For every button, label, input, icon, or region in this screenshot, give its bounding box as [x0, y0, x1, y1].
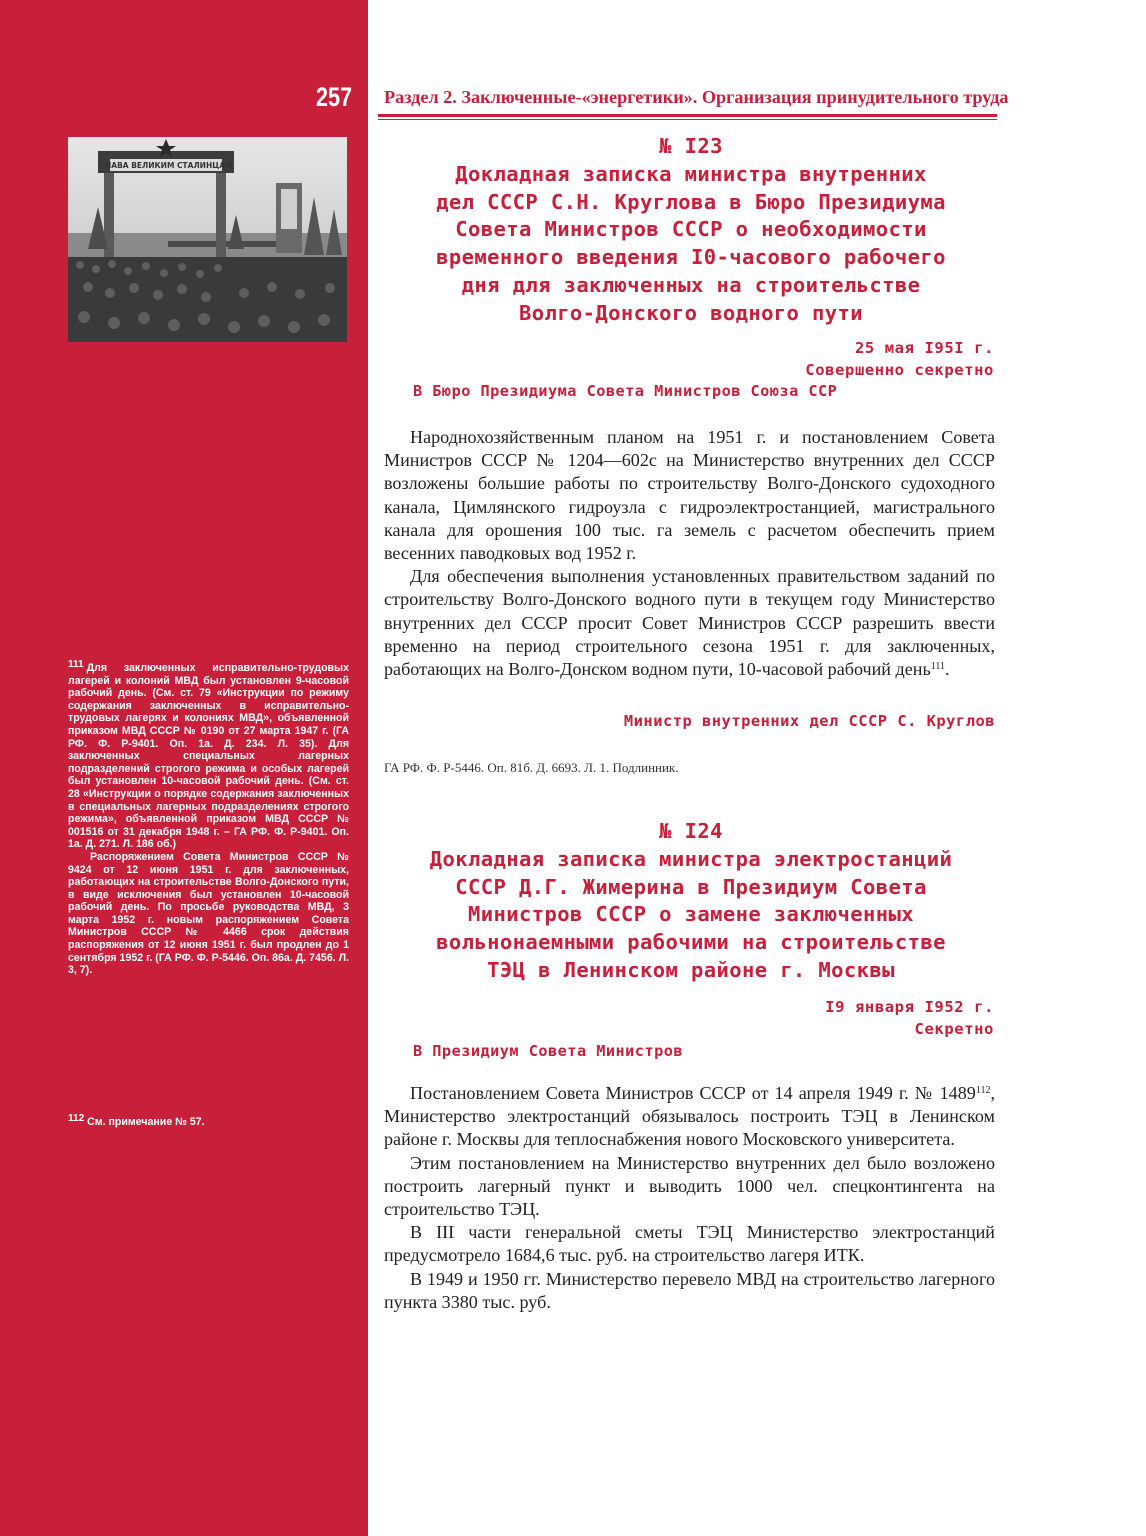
doc-124-paragraph-first	[384, 1082, 995, 1152]
header-rule-thin	[378, 119, 997, 120]
doc-123-classification: Совершенно секретно	[805, 361, 994, 379]
doc-124-heading	[388, 818, 994, 985]
doc-124-number: № I24	[659, 819, 723, 843]
doc-123-heading	[388, 133, 994, 328]
arch-sign: СЛАВА ВЕЛИКИМ СТАЛИНЦАМ	[99, 161, 233, 170]
doc-123-signature: Министр внутренних дел СССР С. Круглов	[623, 712, 995, 730]
photo-construction-celebration	[68, 137, 347, 342]
doc-123-title-line: Волго-Донского водного пути	[518, 300, 864, 325]
doc-124-fn-ref: 112	[975, 1085, 991, 1096]
footnote-111-paragraph-2: Распоряжением Совета Министров СССР № 9424 от 12 июня 1951 г. для заключенных, работающих на строительстве Волго-Донского пути, в виде исключения был установлен 10-часовой рабочий день. По просьбе руководства МВД, 3 марта 1952 г. новым распоряжением Совета Министров СССР № 4466 срок действия распоряжения от 12 июня 1951 г. был продлен до 1 сентября 1952 г. (ГА РФ. Ф. Р-5446. Оп. 86а. Д. 7456. Л. 3, 7).	[68, 850, 349, 977]
doc-123-meta	[600, 337, 994, 381]
doc-123-title-line: дел СССР С.Н. Круглова в Бюро Президиума	[436, 189, 946, 214]
running-header: Раздел 2. Заключенные-«энергетики». Организация принудительного труда	[384, 87, 1009, 107]
footnote-111	[68, 659, 349, 977]
archival-photo	[68, 137, 347, 342]
doc-123-paragraph: Народнохозяйственным планом на 1951 г. и постановлением Совета Министров СССР № 1204—602с на Министерство внутренних дел СССР возложены большие работы по строительству Волго-Донского судоходного канала, Цимлянского гидроузла с гидроэлектростанцией, магистрального канала для орошения 100 тыс. га земель с расчетом обеспечить прием весенних паводковых вод 1952 г.	[384, 427, 995, 564]
doc-123-fn-ref: 111	[930, 661, 945, 673]
doc-123-paragraph-last	[384, 565, 995, 681]
doc-124-title-line: ТЭЦ в Ленинском районе г. Москвы	[487, 957, 895, 982]
doc-124-paragraph: В 1949 и 1950 гг. Министерство перевело МВД на строительство лагерного пункта 3380 тыс. руб.	[384, 1268, 995, 1312]
doc-124-title-line: СССР Д.Г. Жимерина в Президиум Совета	[455, 874, 927, 899]
doc-123-title-line: Докладная записка министра внутренних	[455, 161, 927, 186]
header-rule-thick	[378, 114, 997, 117]
doc-124-paragraph-text: , Министерство электростанций обязывалось построить ТЭЦ в Ленинском районе г. Москвы для теплоснабжения нового Московского университета.	[384, 1083, 995, 1150]
doc-123-number: № I23	[659, 134, 723, 158]
doc-123-body	[384, 426, 995, 681]
footnote-112-text: См. примечание № 57.	[87, 1116, 205, 1128]
doc-124-body	[384, 1082, 995, 1314]
doc-123-final-period: .	[944, 659, 950, 680]
doc-124-paragraph-text: Постановлением Совета Министров СССР от 14 апреля 1949 г. № 1489	[410, 1083, 976, 1103]
sidebar	[0, 0, 368, 1536]
footnote-111-paragraph-1	[68, 659, 349, 851]
doc-124-date: I9 января I952 г.	[825, 998, 994, 1016]
footnote-112	[68, 1113, 349, 1129]
doc-123-title-line: дня для заключенных на строительстве	[461, 272, 921, 297]
page-number: 257	[315, 82, 352, 112]
doc-123-title-line: Совета Министров СССР о необходимости	[455, 217, 927, 242]
doc-124-paragraph: В III части генеральной сметы ТЭЦ Министерство электростанций предусмотрело 1684,6 тыс. руб. на строительство лагеря ИТК.	[384, 1222, 995, 1266]
doc-123-paragraph-text: Для обеспечения выполнения установленных правительством заданий по строительству Волго-Донского водного пути в текущем году Министерство внутренних дел СССР просит Совет Министров СССР разрешить ввести временно на период строительного сезона 1951 г. для заключенных, работающих на Волго-Донском водном пути, 10-часовой рабочий день	[384, 566, 995, 680]
doc-124-paragraph: Этим постановлением на Министерство внутренних дел было возложено построить лагерный пункт и выводить 1000 чел. спецконтингента на строительство ТЭЦ.	[384, 1152, 995, 1220]
doc-123-date: 25 мая I95I г.	[854, 339, 994, 357]
doc-123-source: ГА РФ. Ф. Р-5446. Оп. 81б. Д. 6693. Л. 1. Подлинник.	[384, 760, 679, 775]
doc-124-title-line: Докладная записка министра электростанций	[429, 846, 953, 871]
footnote-111-text: Для заключенных исправительно-трудовых лагерей и колоний МВД был установлен 9-часовой рабочий день. (См. ст. 79 «Инструкции по режиму содержания заключенных в исправительно-трудовых лагерях и колониях МВД», объявленной приказом МВД СССР № 0190 от 27 марта 1947 г. (ГА РФ. Ф. Р-9401. Оп. 1а. Д. 234. Л. 35). Для заключенных специальных лагерных подразделений строгого режима и особых лагерей был установлен 10-часовой рабочий день. (См. ст. 28 «Инструкции о порядке содержания заключенных в специальных лагерных подразделениях строгого режима», объявленной приказом МВД СССР № 001516 от 31 декабря 1948 г. – ГА РФ. Ф. Р-9401. Оп. 1а. Д. 271. Л. 186 об.)	[68, 662, 349, 851]
doc-124-addressee: В Президиум Совета Министров	[413, 1042, 684, 1060]
footnote-112-mark: 112	[68, 1113, 85, 1124]
doc-124-meta	[600, 996, 994, 1040]
doc-123-addressee: В Бюро Президиума Совета Министров Союза ССР	[413, 382, 838, 400]
doc-123-title-line: временного введения I0-часового рабочего	[436, 245, 946, 270]
doc-124-title-line: вольнонаемными рабочими на строительстве	[436, 930, 946, 955]
doc-124-title-line: Министров СССР о замене заключенных	[468, 902, 914, 927]
footnote-111-mark: 111	[68, 659, 84, 670]
footnote-112-paragraph	[68, 1113, 349, 1129]
doc-124-classification: Секретно	[914, 1020, 994, 1038]
